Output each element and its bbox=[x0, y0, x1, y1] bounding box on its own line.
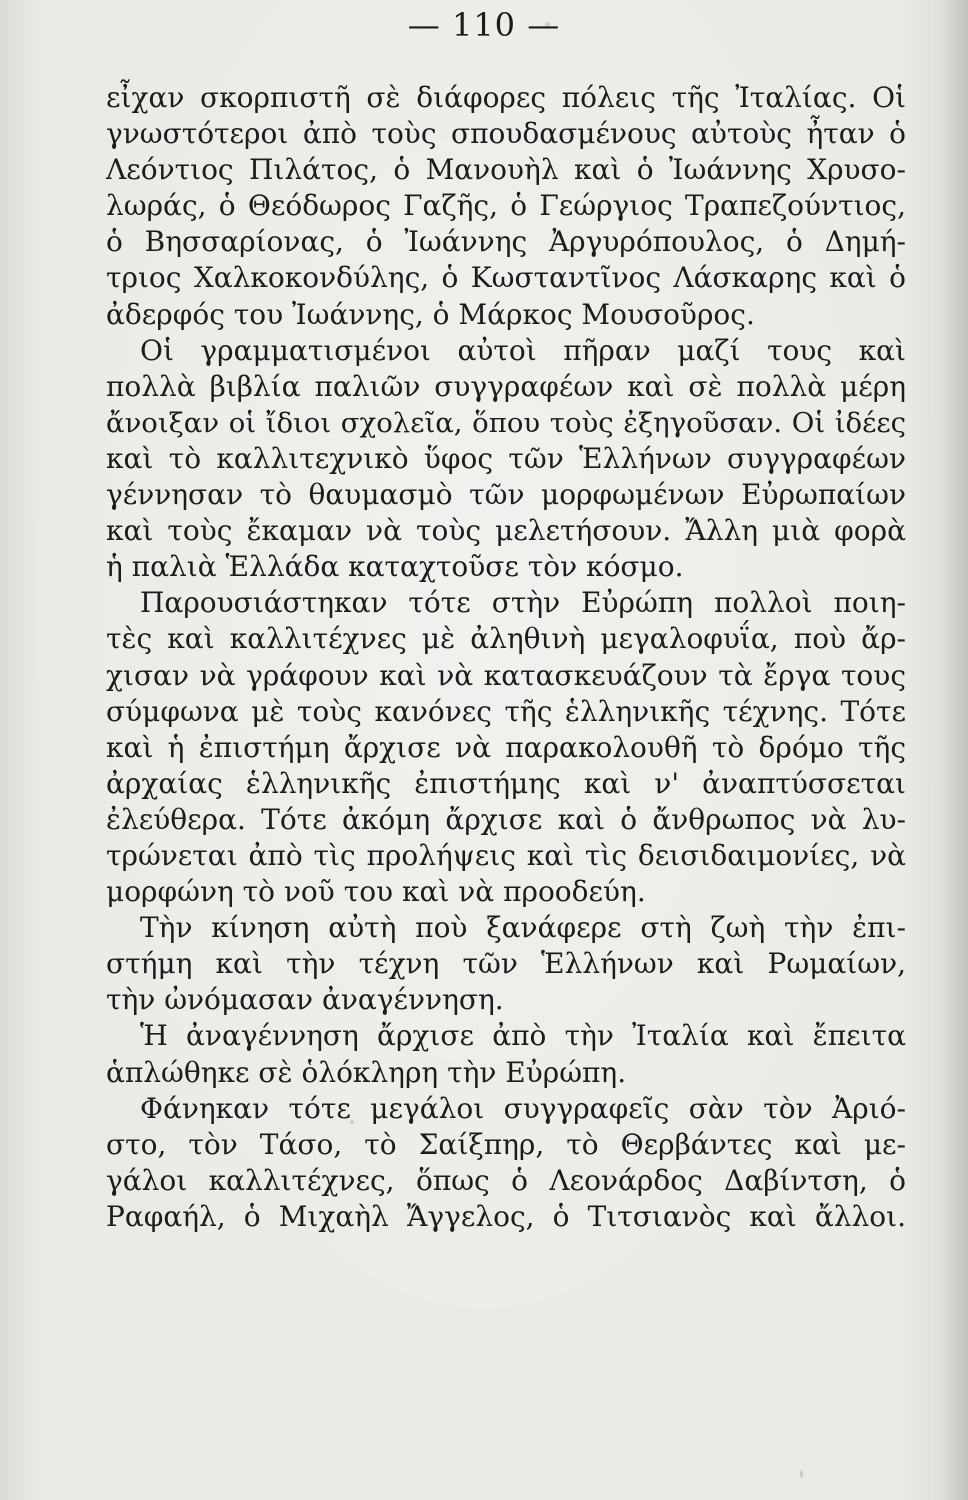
body-text bbox=[106, 80, 906, 1235]
paper-speck bbox=[800, 1470, 803, 1478]
text-line: ἁπλώθηκε σὲ ὁλόκληρη τὴν Εὐρώπη. bbox=[106, 1055, 627, 1089]
text-line: καὶ τοὺς ἔκαμαν νὰ τοὺς μελετήσουν. Ἄλλη μιὰ φορὰ bbox=[106, 514, 906, 548]
text-line: στο, τὸν Τάσο, τὸ Σαίξπηρ, τὸ Θερβάντες καὶ με- bbox=[106, 1127, 906, 1161]
text-line: ἄνοιξαν οἱ ἴδιοι σχολεῖα, ὅπου τοὺς ἐξηγοῦσαν. Οἱ ἰδέες bbox=[106, 406, 906, 439]
text-line: γάλοι καλλιτέχνες, ὅπως ὁ Λεονάρδος Δαβίντση, ὁ bbox=[106, 1163, 906, 1197]
text-line: εἶχαν σκορπιστῆ σὲ διάφορες πόλεις τῆς Ἰταλίας. Οἱ bbox=[106, 81, 906, 114]
text-line: Παρουσιάστηκαν τότε στὴν Εὐρώπη πολλοὶ ποιη- bbox=[140, 586, 906, 620]
text-line: ὁ Βησσαρίονας, ὁ Ἰωάννης Ἀργυρόπουλος, ὁ Δημή- bbox=[106, 225, 906, 259]
text-line: γνωστότεροι ἀπὸ τοὺς σπουδασμένους αὐτοὺς ἦταν ὁ bbox=[106, 117, 906, 151]
text-line: Λεόντιος Πιλάτος, ὁ Μανουὴλ καὶ ὁ Ἰωάννης Χρυσο- bbox=[106, 153, 906, 187]
text-line: τρώνεται ἀπὸ τὶς προλήψεις καὶ τὶς δεισιδαιμονίες, νὰ bbox=[106, 838, 906, 872]
text-line: στήμη καὶ τὴν τέχνη τῶν Ἑλλήνων καὶ Ρωμαίων, bbox=[106, 947, 906, 981]
text-line: Ἡ ἀναγέννηση ἄρχισε ἀπὸ τὴν Ἰταλία καὶ ἔπειτα bbox=[140, 1019, 906, 1053]
text-line: Φάνηκαν τότε μεγάλοι συγγραφεῖς σὰν τὸν Ἀριό- bbox=[140, 1091, 906, 1125]
page-binding-shadow bbox=[940, 0, 968, 1500]
text-line: Τὴν κίνηση αὐτὴ ποὺ ξανάφερε στὴ ζωὴ τὴν ἐπι- bbox=[140, 911, 906, 945]
text-line: λωράς, ὁ Θεόδωρος Γαζῆς, ὁ Γεώργιος Τραπεζούντιος, bbox=[106, 189, 906, 223]
text-line: ἀδερφός του Ἰωάννης, ὁ Μάρκος Μουσοῦρος. bbox=[106, 297, 755, 331]
text-line: χισαν νὰ γράφουν καὶ νὰ κατασκευάζουν τὰ ἔργα τους bbox=[106, 658, 906, 692]
text-line: γέννησαν τὸ θαυμασμὸ τῶν μορφωμένων Εὐρωπαίων bbox=[106, 478, 906, 512]
text-line: πολλὰ βιβλία παλιῶν συγγραφέων καὶ σὲ πολλὰ μέρη bbox=[106, 369, 906, 403]
page-number: — 110 — bbox=[407, 6, 561, 44]
text-line: καὶ ἡ ἐπιστήμη ἄρχισε νὰ παρακολουθῆ τὸ δρόμο τῆς bbox=[106, 730, 906, 764]
text-line: καὶ τὸ καλλιτεχνικὸ ὕφος τῶν Ἑλλήνων συγγραφέων bbox=[106, 441, 906, 475]
text-line: Οἱ γραμματισμένοι αὐτοὶ πῆραν μαζί τους καὶ bbox=[140, 333, 906, 367]
text-line: σύμφωνα μὲ τοὺς κανόνες τῆς ἑλληνικῆς τέχνης. Τότε bbox=[106, 694, 906, 728]
text-line: τὴν ὠνόμασαν ἀναγέννηση. bbox=[106, 983, 504, 1017]
text-line: ἡ παλιὰ Ἑλλάδα καταχτοῦσε τὸν κόσμο. bbox=[106, 550, 684, 584]
text-line: τριος Χαλκοκονδύλης, ὁ Κωσταντῖνος Λάσκαρης καὶ ὁ bbox=[106, 261, 906, 295]
text-line: μορφώνη τὸ νοῦ του καὶ νὰ προοδεύη. bbox=[106, 875, 646, 909]
text-line: Ραφαήλ, ὁ Μιχαὴλ Ἄγγελος, ὁ Τιτσιανὸς καὶ ἄλλοι. bbox=[106, 1199, 906, 1233]
text-line: ἀρχαίας ἑλληνικῆς ἐπιστήμης καὶ ν' ἀναπτύσσεται bbox=[106, 766, 906, 800]
text-line: ἐλεύθερα. Τότε ἀκόμη ἄρχισε καὶ ὁ ἄνθρωπος νὰ λυ- bbox=[106, 802, 906, 836]
text-line: τὲς καὶ καλλιτέχνες μὲ ἀληθινὴ μεγαλοφυΐα, ποὺ ἄρ- bbox=[106, 622, 906, 656]
